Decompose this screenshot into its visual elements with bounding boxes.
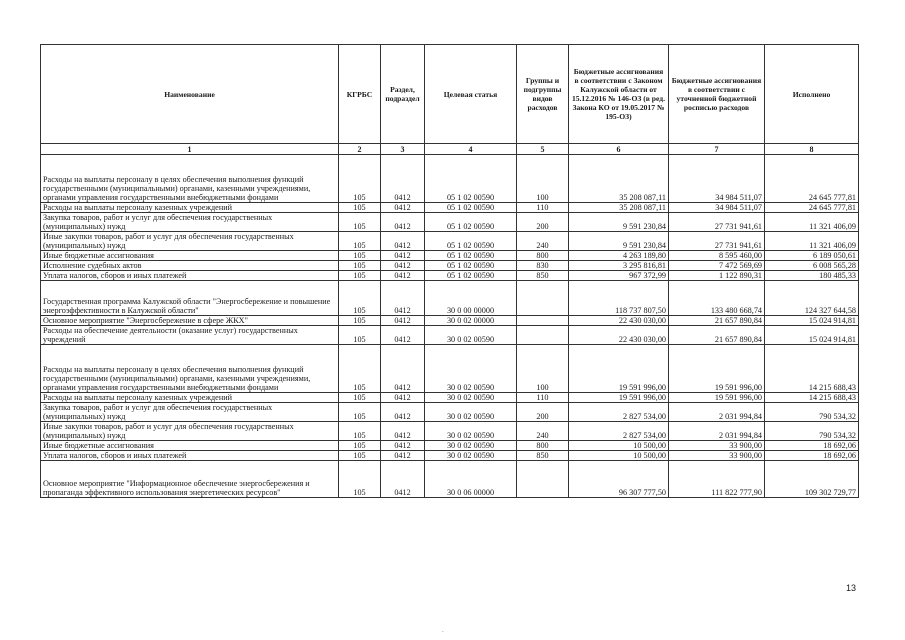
table-row xyxy=(41,203,859,213)
table-cell-section: 0412 xyxy=(381,441,425,451)
table-cell-kgrbs: 105 xyxy=(339,281,381,316)
table-cell-kgrbs: 105 xyxy=(339,451,381,461)
table-cell-budget-law: 118 737 807,50 xyxy=(569,281,669,316)
table-cell-executed: 15 024 914,81 xyxy=(765,316,859,326)
table-cell-budget-refined: 8 595 460,00 xyxy=(669,251,765,261)
table-row xyxy=(41,316,859,326)
table-cell-group xyxy=(517,316,569,326)
table-row xyxy=(41,422,859,441)
table-cell-target: 05 1 02 00590 xyxy=(425,251,517,261)
table-cell-kgrbs: 105 xyxy=(339,213,381,232)
table-cell-executed: 11 321 406,09 xyxy=(765,213,859,232)
table-cell-target: 30 0 02 00590 xyxy=(425,422,517,441)
table-cell-budget-law: 2 827 534,00 xyxy=(569,422,669,441)
table-row xyxy=(41,251,859,261)
table-cell-executed: 15 024 914,81 xyxy=(765,326,859,345)
table-cell-budget-refined: 27 731 941,61 xyxy=(669,232,765,251)
table-cell-target: 05 1 02 00590 xyxy=(425,213,517,232)
table-row xyxy=(41,155,859,203)
table-cell-group: 800 xyxy=(517,251,569,261)
table-cell-executed: 14 215 688,43 xyxy=(765,393,859,403)
header-target: Целевая статья xyxy=(425,45,517,144)
table-cell-target: 05 1 02 00590 xyxy=(425,271,517,281)
column-number: 3 xyxy=(381,144,425,155)
page-number: 13 xyxy=(846,583,857,593)
table-cell-target: 30 0 02 00590 xyxy=(425,403,517,422)
table-cell-kgrbs: 105 xyxy=(339,316,381,326)
table-cell-target: 30 0 02 00590 xyxy=(425,441,517,451)
table-cell-kgrbs: 105 xyxy=(339,203,381,213)
table-cell-name: Расходы на выплаты персоналу в целях обеспечения выполнения функций государственными (муниципальными) органами, казенными учреждениями, органами управления государственными внебюджетными фондами xyxy=(41,155,339,203)
table-cell-kgrbs: 105 xyxy=(339,232,381,251)
table-cell-budget-law: 2 827 534,00 xyxy=(569,403,669,422)
table-cell-target: 30 0 02 00590 xyxy=(425,326,517,345)
table-cell-name: Исполнение судебных актов xyxy=(41,261,339,271)
table-cell-target: 30 0 00 00000 xyxy=(425,281,517,316)
table-cell-executed: 6 008 565,28 xyxy=(765,261,859,271)
table-cell-budget-refined: 33 900,00 xyxy=(669,451,765,461)
table-cell-section: 0412 xyxy=(381,422,425,441)
table-cell-executed: 124 327 644,58 xyxy=(765,281,859,316)
table-cell-name: Государственная программа Калужской области "Энергосбережение и повышение энергоэффективности в Калужской области" xyxy=(41,281,339,316)
table-cell-budget-law: 19 591 996,00 xyxy=(569,345,669,393)
table-cell-budget-law: 35 208 087,11 xyxy=(569,155,669,203)
table-cell-budget-refined: 21 657 890,84 xyxy=(669,316,765,326)
table-cell-kgrbs: 105 xyxy=(339,422,381,441)
table-cell-group xyxy=(517,281,569,316)
table-cell-budget-law: 9 591 230,84 xyxy=(569,213,669,232)
column-number: 4 xyxy=(425,144,517,155)
column-number: 2 xyxy=(339,144,381,155)
table-cell-target: 05 1 02 00590 xyxy=(425,261,517,271)
table-row xyxy=(41,281,859,316)
header-executed: Исполнено xyxy=(765,45,859,144)
column-number: 7 xyxy=(669,144,765,155)
column-number: 1 xyxy=(41,144,339,155)
table-cell-section: 0412 xyxy=(381,345,425,393)
table-cell-target: 05 1 02 00590 xyxy=(425,155,517,203)
table-cell-budget-law: 3 295 816,81 xyxy=(569,261,669,271)
table-cell-section: 0412 xyxy=(381,213,425,232)
table-cell-group: 850 xyxy=(517,271,569,281)
table-row xyxy=(41,403,859,422)
table-cell-group: 100 xyxy=(517,345,569,393)
table-cell-target: 30 0 02 00590 xyxy=(425,451,517,461)
table-cell-target: 05 1 02 00590 xyxy=(425,203,517,213)
table-row xyxy=(41,451,859,461)
table-cell-section: 0412 xyxy=(381,155,425,203)
table-cell-target: 30 0 06 00000 xyxy=(425,461,517,498)
table-cell-budget-refined: 34 984 511,07 xyxy=(669,155,765,203)
table-cell-budget-law: 35 208 087,11 xyxy=(569,203,669,213)
table-cell-budget-refined: 21 657 890,84 xyxy=(669,326,765,345)
table-cell-section: 0412 xyxy=(381,271,425,281)
table-cell-kgrbs: 105 xyxy=(339,271,381,281)
budget-table xyxy=(40,44,859,498)
table-cell-kgrbs: 105 xyxy=(339,441,381,451)
table-cell-executed: 24 645 777,81 xyxy=(765,203,859,213)
table-cell-budget-refined: 2 031 994,84 xyxy=(669,422,765,441)
table-cell-executed: 11 321 406,09 xyxy=(765,232,859,251)
table-cell-executed: 790 534,32 xyxy=(765,403,859,422)
table-cell-section: 0412 xyxy=(381,251,425,261)
scan-mark: . xyxy=(442,626,444,634)
table-cell-kgrbs: 105 xyxy=(339,251,381,261)
table-cell-budget-law: 967 372,99 xyxy=(569,271,669,281)
table-cell-kgrbs: 105 xyxy=(339,403,381,422)
table-cell-section: 0412 xyxy=(381,393,425,403)
table-cell-name: Закупка товаров, работ и услуг для обеспечения государственных (муниципальных) нужд xyxy=(41,213,339,232)
table-cell-group xyxy=(517,461,569,498)
table-cell-section: 0412 xyxy=(381,461,425,498)
table-cell-kgrbs: 105 xyxy=(339,345,381,393)
table-cell-budget-law: 19 591 996,00 xyxy=(569,393,669,403)
table-cell-budget-refined: 2 031 994,84 xyxy=(669,403,765,422)
table-cell-budget-law: 96 307 777,50 xyxy=(569,461,669,498)
table-cell-group: 800 xyxy=(517,441,569,451)
table-cell-budget-law: 22 430 030,00 xyxy=(569,326,669,345)
table-cell-group: 830 xyxy=(517,261,569,271)
header-budget-refined: Бюджетные ассигнования в соответствии с уточненной бюджетной росписью расходов xyxy=(669,45,765,144)
table-cell-budget-refined: 133 480 668,74 xyxy=(669,281,765,316)
table-cell-kgrbs: 105 xyxy=(339,155,381,203)
table-cell-group: 240 xyxy=(517,232,569,251)
table-cell-name: Основное мероприятие "Информационное обеспечение энергосбережения и пропаганда эффективного использования энергетических ресурсов" xyxy=(41,461,339,498)
table-cell-group: 100 xyxy=(517,155,569,203)
table-cell-executed: 180 485,33 xyxy=(765,271,859,281)
table-row xyxy=(41,393,859,403)
table-cell-budget-refined: 7 472 569,69 xyxy=(669,261,765,271)
column-number-row xyxy=(41,144,859,155)
table-cell-budget-law: 10 500,00 xyxy=(569,441,669,451)
table-cell-budget-law: 9 591 230,84 xyxy=(569,232,669,251)
table-cell-budget-refined: 19 591 996,00 xyxy=(669,345,765,393)
table-cell-target: 30 0 02 00590 xyxy=(425,345,517,393)
table-cell-group: 240 xyxy=(517,422,569,441)
table-row xyxy=(41,232,859,251)
table-row xyxy=(41,271,859,281)
table-cell-section: 0412 xyxy=(381,403,425,422)
table-cell-budget-law: 10 500,00 xyxy=(569,451,669,461)
table-cell-budget-refined: 34 984 511,07 xyxy=(669,203,765,213)
table-row xyxy=(41,213,859,232)
header-group: Группы и подгруппы видов расходов xyxy=(517,45,569,144)
column-number: 8 xyxy=(765,144,859,155)
table-cell-target: 30 0 02 00000 xyxy=(425,316,517,326)
table-cell-name: Расходы на выплаты персоналу казенных учреждений xyxy=(41,203,339,213)
table-cell-name: Основное мероприятие "Энергосбережение в сфере ЖКХ" xyxy=(41,316,339,326)
table-cell-name: Закупка товаров, работ и услуг для обеспечения государственных (муниципальных) нужд xyxy=(41,403,339,422)
table-cell-kgrbs: 105 xyxy=(339,393,381,403)
table-row xyxy=(41,261,859,271)
table-cell-section: 0412 xyxy=(381,232,425,251)
column-number: 6 xyxy=(569,144,669,155)
table-cell-executed: 14 215 688,43 xyxy=(765,345,859,393)
table-cell-name: Расходы на обеспечение деятельности (оказание услуг) государственных учреждений xyxy=(41,326,339,345)
table-cell-group: 200 xyxy=(517,403,569,422)
table-cell-section: 0412 xyxy=(381,326,425,345)
table-cell-kgrbs: 105 xyxy=(339,461,381,498)
header-budget-law: Бюджетные ассигнования в соответствии с Законом Калужской области от 15.12.2016 № 146-ОЗ (в ред. Закона КО от 19.05.2017 № 195-ОЗ) xyxy=(569,45,669,144)
table-cell-executed: 6 189 050,61 xyxy=(765,251,859,261)
table-cell-executed: 109 302 729,77 xyxy=(765,461,859,498)
table-cell-budget-refined: 27 731 941,61 xyxy=(669,213,765,232)
table-cell-name: Расходы на выплаты персоналу в целях обеспечения выполнения функций государственными (муниципальными) органами, казенными учреждениями, органами управления государственными внебюджетными фондами xyxy=(41,345,339,393)
table-cell-section: 0412 xyxy=(381,316,425,326)
header-name: Наименование xyxy=(41,45,339,144)
table-cell-group: 850 xyxy=(517,451,569,461)
table-cell-target: 30 0 02 00590 xyxy=(425,393,517,403)
table-cell-executed: 24 645 777,81 xyxy=(765,155,859,203)
table-cell-group: 110 xyxy=(517,393,569,403)
table-cell-kgrbs: 105 xyxy=(339,261,381,271)
table-cell-name: Уплата налогов, сборов и иных платежей xyxy=(41,271,339,281)
table-cell-section: 0412 xyxy=(381,261,425,271)
table-cell-name: Уплата налогов, сборов и иных платежей xyxy=(41,451,339,461)
table-header xyxy=(41,45,859,155)
table-cell-section: 0412 xyxy=(381,281,425,316)
table-cell-budget-law: 22 430 030,00 xyxy=(569,316,669,326)
table-cell-group xyxy=(517,326,569,345)
table-row xyxy=(41,345,859,393)
table-cell-executed: 18 692,06 xyxy=(765,451,859,461)
table-cell-name: Иные бюджетные ассигнования xyxy=(41,441,339,451)
table-cell-name: Расходы на выплаты персоналу казенных учреждений xyxy=(41,393,339,403)
table-cell-target: 05 1 02 00590 xyxy=(425,232,517,251)
table-row xyxy=(41,326,859,345)
table-cell-group: 110 xyxy=(517,203,569,213)
table-cell-budget-refined: 1 122 890,31 xyxy=(669,271,765,281)
table-cell-name: Иные закупки товаров, работ и услуг для обеспечения государственных (муниципальных) нужд xyxy=(41,232,339,251)
table-cell-section: 0412 xyxy=(381,451,425,461)
table-cell-budget-refined: 19 591 996,00 xyxy=(669,393,765,403)
table-cell-executed: 790 534,32 xyxy=(765,422,859,441)
table-cell-budget-refined: 33 900,00 xyxy=(669,441,765,451)
table-cell-name: Иные закупки товаров, работ и услуг для обеспечения государственных (муниципальных) нужд xyxy=(41,422,339,441)
table-cell-executed: 18 692,06 xyxy=(765,441,859,451)
table-cell-group: 200 xyxy=(517,213,569,232)
table-cell-name: Иные бюджетные ассигнования xyxy=(41,251,339,261)
header-section: Раздел, подраздел xyxy=(381,45,425,144)
table-cell-kgrbs: 105 xyxy=(339,326,381,345)
table-cell-budget-law: 4 263 189,80 xyxy=(569,251,669,261)
column-number: 5 xyxy=(517,144,569,155)
table-row xyxy=(41,441,859,451)
table-cell-section: 0412 xyxy=(381,203,425,213)
table-row xyxy=(41,461,859,498)
table-cell-budget-refined: 111 822 777,90 xyxy=(669,461,765,498)
header-kgrbs: КГРБС xyxy=(339,45,381,144)
table-body xyxy=(41,155,859,498)
